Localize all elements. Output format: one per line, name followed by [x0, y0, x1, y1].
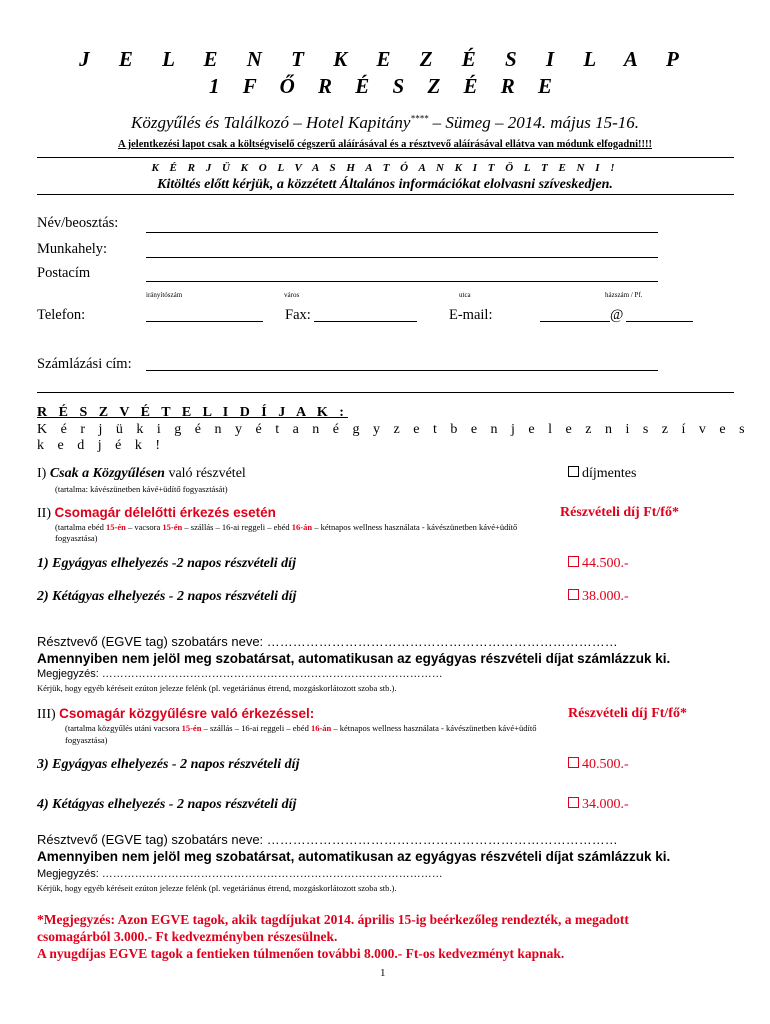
fax-field[interactable]	[314, 321, 417, 322]
workplace-field[interactable]	[146, 257, 658, 258]
section3-fee-label: Részvételi díj Ft/fő*	[568, 706, 687, 721]
section1-name: Csak a Közgyűlésen	[49, 466, 165, 481]
form-title: J E L E N T K E Z É S I L A P	[79, 47, 691, 71]
section3-name: Csomagár közgyűlésre való érkezéssel:	[59, 706, 315, 721]
email-user-field[interactable]	[540, 321, 610, 322]
fees-heading: R É S Z V É T E L I D Í J A K :	[37, 405, 348, 420]
city-hint: város	[284, 291, 300, 299]
divider	[37, 392, 734, 393]
street-hint: utca	[459, 291, 471, 299]
option4-double-room: 4) Kétágyas elhelyezés - 2 napos részvételi díj	[37, 797, 297, 812]
fees-instruction: K é r j ü k i g é n y é t a n é g y z e t b e n j e l e z n i s z í v e s k e d j é k !	[37, 422, 750, 453]
house-number-hint: házszám / Pf.	[605, 291, 643, 299]
price4-double-room[interactable]: 34.000.-	[568, 797, 629, 813]
section2-fee-label: Részvételi díj Ft/fő*	[560, 505, 679, 520]
remark-field[interactable]: Megjegyzés: …………………………………………………………………………………	[37, 668, 443, 680]
auto-billing-note: Amennyiben nem jelöl meg szobatársat, automatikusan az egyágyas részvételi díjat számlázzuk ki.	[37, 651, 671, 666]
postal-field[interactable]	[146, 281, 658, 282]
billing-label: Számlázási cím:	[37, 356, 132, 372]
divider	[37, 157, 734, 158]
billing-field[interactable]	[146, 370, 658, 371]
checkbox-icon[interactable]	[568, 556, 579, 567]
auto-billing-note-2: Amennyiben nem jelöl meg szobatársat, automatikusan az egyágyas részvételi díjat számlázzuk ki.	[37, 849, 671, 864]
section1-title: I) Csak a Közgyűlésen való részvétel	[37, 466, 246, 481]
checkbox-icon[interactable]	[568, 797, 579, 808]
section2-name: Csomagár délelőtti érkezés esetén	[54, 505, 276, 520]
section3-title: III) Csomagár közgyűlésre való érkezéssel:	[37, 706, 315, 722]
name-field[interactable]	[146, 232, 658, 233]
checkbox-icon[interactable]	[568, 757, 579, 768]
divider	[37, 194, 734, 195]
event-place-date: – Sümeg – 2014. május 15-16.	[428, 113, 639, 132]
section2-detail: (tartalma ebéd 15-én – vacsora 15-én – szállás – 16-ai reggeli – ebéd 16-án – kétnapos wellness használata - kávészünetben kávé+üdítő	[55, 522, 518, 532]
phone-label: Telefon:	[37, 307, 86, 323]
discount-note-line1: *Megjegyzés: Azon EGVE tagok, akik tagdíjukat 2014. április 15-ig beérkezőleg rendezték, a megadott	[37, 912, 629, 927]
retiree-discount-note: A nyugdíjas EGVE tagok a fentieken túlmenően további 8.000.- Ft-os kedvezményt kapnak.	[37, 946, 565, 961]
section3-detail: (tartalma közgyűlés utáni vacsora 15-én – szállás – 16-ai reggeli – ebéd 16-án – kétnapos wellness használata - kávészünetben kávé+üdítő	[65, 723, 537, 733]
hotel-stars: ****	[410, 113, 429, 124]
roommate-field[interactable]: Résztvevő (EGVE tag) szobatárs neve: ………………………………………………………………………	[37, 634, 618, 649]
checkbox-icon[interactable]	[568, 466, 579, 477]
price-single-room[interactable]: 44.500.-	[568, 556, 629, 572]
page-number: 1	[380, 967, 386, 979]
section2-title: II) Csomagár délelőtti érkezés esetén	[37, 505, 276, 521]
price3-single-room[interactable]: 40.500.-	[568, 757, 629, 773]
event-name: Közgyűlés és Találkozó – Hotel Kapitány	[130, 113, 411, 132]
option-double-room: 2) Kétágyas elhelyezés - 2 napos részvételi díj	[37, 589, 297, 604]
discount-note-line2: csomagárból 3.000.- Ft kedvezményben részesülnek.	[37, 929, 338, 944]
name-label: Név/beosztás:	[37, 215, 119, 231]
phone-field[interactable]	[146, 321, 263, 322]
form-subject: 1 F Ő R É S Z É R E	[208, 74, 562, 98]
remark-field-2[interactable]: Megjegyzés: …………………………………………………………………………………	[37, 868, 443, 880]
read-info-request: Kitöltés előtt kérjük, a közzétett Általános információkat elolvasni szíveskedjen.	[157, 177, 613, 192]
option3-single-room: 3) Egyágyas elhelyezés - 2 napos részvételi díj	[37, 757, 300, 772]
roommate-field-2[interactable]: Résztvevő (EGVE tag) szobatárs neve: ………………………………………………………………………	[37, 832, 618, 847]
free-option[interactable]: díjmentes	[568, 466, 636, 482]
fax-label: Fax:	[285, 307, 311, 323]
legibility-request: K É R J Ü K O L V A S H A T Ó A N K I T Ö L T E N I !	[151, 162, 619, 174]
section2-detail-cont: fogyasztása)	[55, 533, 98, 543]
email-label: E-mail:	[449, 307, 493, 323]
zip-hint: irányítószám	[146, 291, 183, 299]
workplace-label: Munkahely:	[37, 241, 108, 257]
event-subtitle	[0, 113, 770, 133]
diet-note: Kérjük, hogy egyéb kéréseit ezúton jelezze felénk (pl. vegetáriánus étrend, mozgáskorlátozott szoba stb.).	[37, 683, 397, 693]
email-at-sign: @	[610, 307, 624, 323]
email-domain-field[interactable]	[626, 321, 693, 322]
diet-note-2: Kérjük, hogy egyéb kéréseit ezúton jelezze felénk (pl. vegetáriánus étrend, mozgáskorlátozott szoba stb.).	[37, 883, 397, 893]
price-double-room[interactable]: 38.000.-	[568, 589, 629, 605]
option-single-room: 1) Egyágyas elhelyezés -2 napos részvételi díj	[37, 556, 296, 571]
section1-detail: (tartalma: kávészünetben kávé+üdítő fogyasztását)	[55, 484, 228, 494]
signature-notice: A jelentkezési lapot csak a költségviselő cégszerű aláírásával és a résztvevő aláírásával ellátva van módunk elfogadni!!!!	[118, 139, 652, 150]
checkbox-icon[interactable]	[568, 589, 579, 600]
postal-label: Postacím	[37, 265, 91, 281]
section3-detail-cont: fogyasztása)	[65, 735, 108, 745]
